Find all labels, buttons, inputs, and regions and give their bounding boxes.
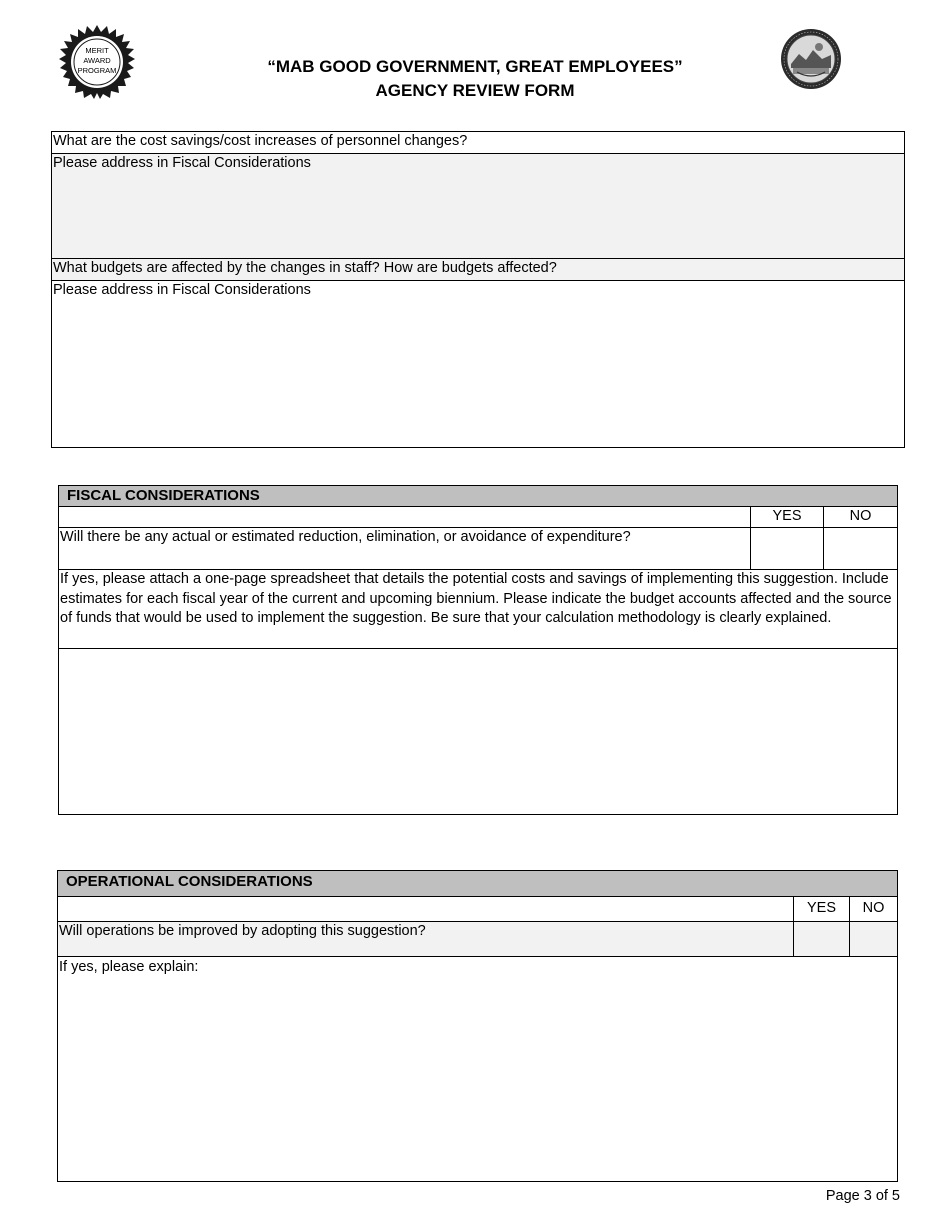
fiscal-explanation-field[interactable]: [58, 648, 898, 815]
page-number: Page 3 of 5: [825, 1188, 900, 1204]
personnel-cost-answer-field[interactable]: Please address in Fiscal Considerations: [51, 153, 905, 259]
page-title-line1: “MAB GOOD GOVERNMENT, GREAT EMPLOYEES”: [267, 57, 683, 76]
operational-improvement-question: Will operations be improved by adopting this suggestion?: [57, 921, 794, 957]
fiscal-header-blank: [58, 506, 751, 528]
operational-section-header: OPERATIONAL CONSIDERATIONS: [57, 870, 898, 897]
operational-header-blank: [57, 896, 794, 922]
operational-no-label: NO: [849, 896, 898, 922]
logo-text-program: PROGRAM: [77, 66, 117, 75]
page-title-line2: AGENCY REVIEW FORM: [375, 81, 575, 100]
budgets-affected-question: What budgets are affected by the changes in staff? How are budgets affected?: [51, 258, 905, 281]
operational-yes-label: YES: [793, 896, 850, 922]
operational-yes-checkbox[interactable]: [793, 921, 850, 957]
fiscal-section-header: FISCAL CONSIDERATIONS: [58, 485, 898, 507]
fiscal-expenditure-question: Will there be any actual or estimated reduction, elimination, or avoidance of expenditure?: [58, 527, 751, 570]
fiscal-yes-label: YES: [750, 506, 824, 528]
budgets-affected-answer-field[interactable]: Please address in Fiscal Considerations: [51, 280, 905, 448]
fiscal-no-checkbox[interactable]: [823, 527, 898, 570]
logo-text-award: AWARD: [83, 56, 111, 65]
operational-no-checkbox[interactable]: [849, 921, 898, 957]
fiscal-yes-checkbox[interactable]: [750, 527, 824, 570]
logo-text-merit: MERIT: [85, 46, 109, 55]
personnel-cost-question: What are the cost savings/cost increases of personnel changes?: [51, 131, 905, 154]
fiscal-no-label: NO: [823, 506, 898, 528]
fiscal-instructions: If yes, please attach a one-page spreadsheet that details the potential costs and savings of implementing this suggestion. Include estimates for each fiscal year of the current and upcoming biennium. Please indicate the budget accounts affected and the source of funds that would be used to implement the suggestion. Be sure that your calculation methodology is clearly explained.: [58, 569, 898, 649]
operational-explanation-field[interactable]: If yes, please explain:: [57, 956, 898, 1182]
